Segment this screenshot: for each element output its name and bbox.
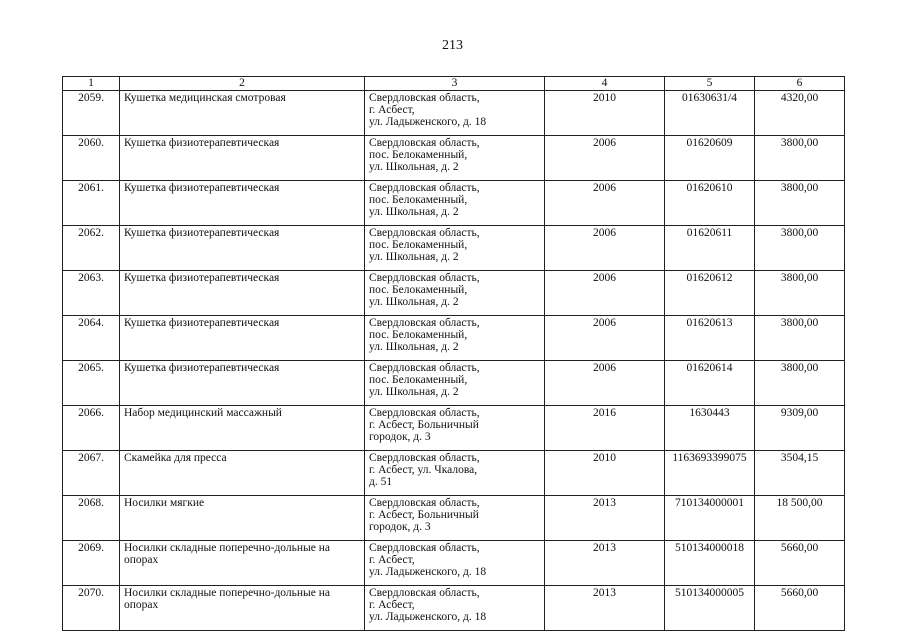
address-line: пос. Белокаменный, — [369, 194, 468, 206]
address-line: г. Асбест, Больничный — [369, 419, 479, 431]
address-line: Свердловская область, — [369, 362, 480, 374]
row-number: 2059. — [63, 91, 120, 136]
address-line: ул. Школьная, д. 2 — [369, 251, 459, 263]
address-line: ул. Школьная, д. 2 — [369, 341, 459, 353]
address-line: Свердловская область, — [369, 407, 480, 419]
item-name: Кушетка физиотерапевтическая — [120, 316, 365, 361]
row-number: 2064. — [63, 316, 120, 361]
item-cost: 18 500,00 — [755, 496, 845, 541]
address-line: городок, д. 3 — [369, 431, 431, 443]
row-number: 2069. — [63, 541, 120, 586]
inventory-number: 510134000018 — [665, 541, 755, 586]
inventory-number: 01620614 — [665, 361, 755, 406]
table-row — [63, 451, 845, 496]
item-address — [365, 406, 545, 451]
item-year: 2016 — [545, 406, 665, 451]
item-year: 2013 — [545, 586, 665, 631]
address-line: Свердловская область, — [369, 452, 480, 464]
item-address — [365, 496, 545, 541]
header-row — [63, 77, 845, 91]
item-address — [365, 136, 545, 181]
item-address — [365, 451, 545, 496]
item-cost: 3800,00 — [755, 361, 845, 406]
address-line: д. 51 — [369, 476, 393, 488]
address-line: пос. Белокаменный, — [369, 149, 468, 161]
column-header: 3 — [365, 77, 545, 91]
item-year: 2006 — [545, 316, 665, 361]
item-year: 2006 — [545, 271, 665, 316]
inventory-number: 01620611 — [665, 226, 755, 271]
inventory-number: 1630443 — [665, 406, 755, 451]
row-number: 2066. — [63, 406, 120, 451]
table-row — [63, 496, 845, 541]
item-cost: 9309,00 — [755, 406, 845, 451]
item-name: Кушетка физиотерапевтическая — [120, 226, 365, 271]
address-line: Свердловская область, — [369, 227, 480, 239]
item-name: Кушетка медицинская смотровая — [120, 91, 365, 136]
item-name: Кушетка физиотерапевтическая — [120, 136, 365, 181]
table-row — [63, 226, 845, 271]
table-row — [63, 406, 845, 451]
item-address — [365, 271, 545, 316]
item-year: 2010 — [545, 451, 665, 496]
column-header: 1 — [63, 77, 120, 91]
item-cost: 4320,00 — [755, 91, 845, 136]
item-cost: 3504,15 — [755, 451, 845, 496]
item-name: Кушетка физиотерапевтическая — [120, 181, 365, 226]
table-row — [63, 541, 845, 586]
column-header: 4 — [545, 77, 665, 91]
address-line: г. Асбест, Больничный — [369, 509, 479, 521]
item-year: 2006 — [545, 361, 665, 406]
address-line: ул. Ладыженского, д. 18 — [369, 116, 487, 128]
address-line: Свердловская область, — [369, 182, 480, 194]
column-header: 2 — [120, 77, 365, 91]
table-row — [63, 361, 845, 406]
item-cost: 3800,00 — [755, 316, 845, 361]
address-line: Свердловская область, — [369, 137, 480, 149]
column-header: 6 — [755, 77, 845, 91]
address-line: пос. Белокаменный, — [369, 284, 468, 296]
address-line: ул. Школьная, д. 2 — [369, 206, 459, 218]
address-line: г. Асбест, — [369, 554, 415, 566]
inventory-number: 01630631/4 — [665, 91, 755, 136]
item-address — [365, 226, 545, 271]
address-line: ул. Школьная, д. 2 — [369, 296, 459, 308]
table-body — [63, 91, 845, 631]
table-row — [63, 316, 845, 361]
page-number: 213 — [442, 38, 463, 53]
row-number: 2070. — [63, 586, 120, 631]
table-row — [63, 586, 845, 631]
inventory-number: 1163693399075 — [665, 451, 755, 496]
item-name: Скамейка для пресса — [120, 451, 365, 496]
row-number: 2068. — [63, 496, 120, 541]
item-year: 2006 — [545, 181, 665, 226]
inventory-number: 01620609 — [665, 136, 755, 181]
item-year: 2013 — [545, 496, 665, 541]
item-name: Кушетка физиотерапевтическая — [120, 271, 365, 316]
address-line: Свердловская область, — [369, 497, 480, 509]
address-line: ул. Школьная, д. 2 — [369, 386, 459, 398]
item-name: Носилки мягкие — [120, 496, 365, 541]
item-address — [365, 316, 545, 361]
table-row — [63, 181, 845, 226]
inventory-number: 01620613 — [665, 316, 755, 361]
row-number: 2065. — [63, 361, 120, 406]
row-number: 2063. — [63, 271, 120, 316]
item-name: Носилки складные поперечно-дольные на опорах — [120, 586, 365, 631]
inventory-number: 01620612 — [665, 271, 755, 316]
address-line: Свердловская область, — [369, 272, 480, 284]
item-cost: 5660,00 — [755, 541, 845, 586]
address-line: ул. Ладыженского, д. 18 — [369, 611, 487, 623]
item-cost: 3800,00 — [755, 271, 845, 316]
property-registry-table — [62, 76, 845, 631]
address-line: г. Асбест, ул. Чкалова, — [369, 464, 478, 476]
item-cost: 3800,00 — [755, 181, 845, 226]
address-line: пос. Белокаменный, — [369, 329, 468, 341]
table-row — [63, 91, 845, 136]
inventory-number: 01620610 — [665, 181, 755, 226]
address-line: г. Асбест, — [369, 104, 415, 116]
item-year: 2013 — [545, 541, 665, 586]
item-name: Носилки складные поперечно-дольные на опорах — [120, 541, 365, 586]
item-year: 2010 — [545, 91, 665, 136]
item-address — [365, 361, 545, 406]
item-address — [365, 91, 545, 136]
item-cost: 5660,00 — [755, 586, 845, 631]
inventory-number: 710134000001 — [665, 496, 755, 541]
address-line: пос. Белокаменный, — [369, 374, 468, 386]
row-number: 2062. — [63, 226, 120, 271]
table-row — [63, 271, 845, 316]
inventory-number: 510134000005 — [665, 586, 755, 631]
row-number: 2061. — [63, 181, 120, 226]
table-header — [63, 77, 845, 91]
item-name: Набор медицинский массажный — [120, 406, 365, 451]
address-line: Свердловская область, — [369, 317, 480, 329]
address-line: ул. Ладыженского, д. 18 — [369, 566, 487, 578]
address-line: городок, д. 3 — [369, 521, 431, 533]
item-year: 2006 — [545, 226, 665, 271]
address-line: Свердловская область, — [369, 92, 480, 104]
item-address — [365, 586, 545, 631]
item-address — [365, 181, 545, 226]
address-line: Свердловская область, — [369, 587, 480, 599]
item-year: 2006 — [545, 136, 665, 181]
item-name: Кушетка физиотерапевтическая — [120, 361, 365, 406]
item-address — [365, 541, 545, 586]
address-line: пос. Белокаменный, — [369, 239, 468, 251]
table-row — [63, 136, 845, 181]
row-number: 2060. — [63, 136, 120, 181]
item-cost: 3800,00 — [755, 136, 845, 181]
column-header: 5 — [665, 77, 755, 91]
address-line: г. Асбест, — [369, 599, 415, 611]
item-cost: 3800,00 — [755, 226, 845, 271]
row-number: 2067. — [63, 451, 120, 496]
address-line: ул. Школьная, д. 2 — [369, 161, 459, 173]
address-line: Свердловская область, — [369, 542, 480, 554]
